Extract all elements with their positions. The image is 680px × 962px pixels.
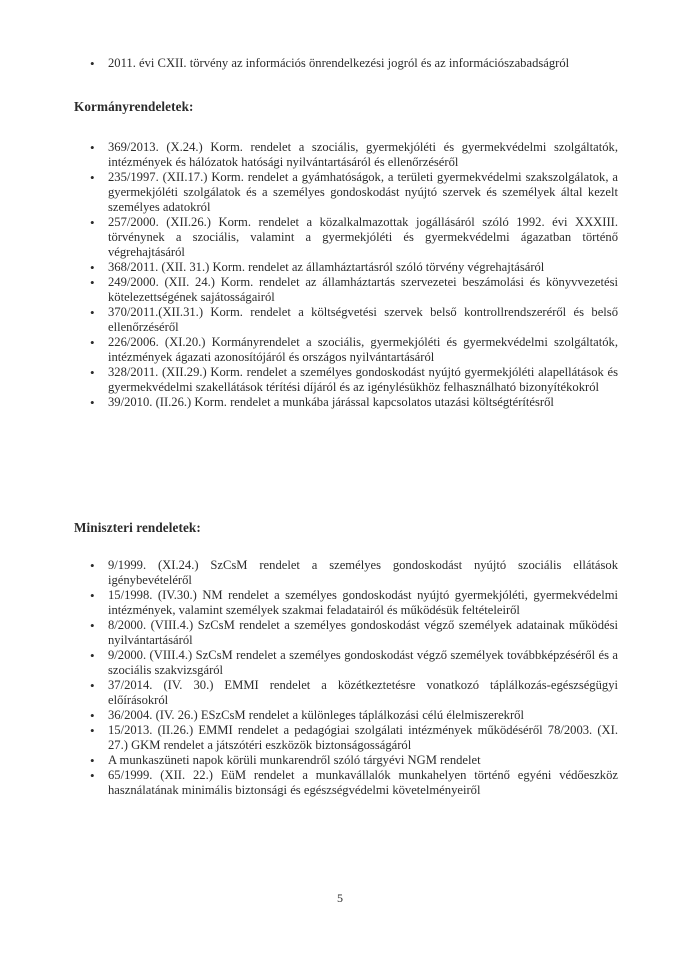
miniszteri-rendeletek-list (90, 558, 618, 798)
list-item: • 8/2000. (VIII.4.) SzCsM rendelet a személyes gondoskodást végző személyek adatainak működési nyilvántartásáról (90, 618, 618, 648)
list-item: • 65/1999. (XII. 22.) EüM rendelet a munkavállalók munkahelyen történő egyéni védőeszköz használatának minimális biztonsági és egészségvédelmi követelményeiről (90, 768, 618, 798)
section-heading-miniszteri-rendeletek: Miniszteri rendeletek: (74, 520, 201, 535)
list-item: • 39/2010. (II.26.) Korm. rendelet a munkába járással kapcsolatos utazási költségtérítésről (90, 395, 618, 410)
list-item: • 226/2006. (XI.20.) Kormányrendelet a szociális, gyermekjóléti és gyermekvédelmi szolgáltatók, intézmények ágazati azonosítójáról és országos nyilvántartásáról (90, 335, 618, 365)
list-item: • 368/2011. (XII. 31.) Korm. rendelet az államháztartásról szóló törvény végrehajtásáról (90, 260, 618, 275)
list-item: • 9/2000. (VIII.4.) SzCsM rendelet a személyes gondoskodást végző személyek továbbképzéséről és a szociális szakvizsgáról (90, 648, 618, 678)
list-item: • 15/2013. (II.26.) EMMI rendelet a pedagógiai szolgálati intézmények működéséről 78/2003. (XI. 27.) GKM rendelet a játszótéri eszközök biztonságosságáról (90, 723, 618, 753)
list-item: • 328/2011. (XII.29.) Korm. rendelet a személyes gondoskodást nyújtó gyermekjóléti alapellátások és gyermekvédelmi szakellátások térítési díjáról és az igénylésükhöz felhasználható bizonyítékokról (90, 365, 618, 395)
list-item: • 9/1999. (XI.24.) SzCsM rendelet a személyes gondoskodást nyújtó szociális ellátások igénybevételéről (90, 558, 618, 588)
list-item: • 235/1997. (XII.17.) Korm. rendelet a gyámhatóságok, a területi gyermekvédelmi szakszolgálatok, a gyermekjóléti szolgálatok és a személyes gondoskodást nyújtó szervek és személyek által kezelt személyes adatokról (90, 170, 618, 215)
kormanyrendeletek-list (90, 140, 618, 410)
list-item: • 257/2000. (XII.26.) Korm. rendelet a közalkalmazottak jogállásáról szóló 1992. évi XXXIII. törvénynek a szociális, valamint a gyermekjóléti és gyermekvédelmi ágazatban történő végrehajtásáról (90, 215, 618, 260)
page-number: 5 (337, 891, 343, 905)
list-item: • 370/2011.(XII.31.) Korm. rendelet a költségvetési szervek belső kontrollrendszeréről és belső ellenőrzéséről (90, 305, 618, 335)
top-list (90, 56, 618, 71)
section-heading-kormanyrendeletek: Kormányrendeletek: (74, 99, 194, 114)
list-item: • 15/1998. (IV.30.) NM rendelet a személyes gondoskodást nyújtó gyermekjóléti, gyermekvédelmi intézmények, valamint személyek szakmai feladatairól és működésük feltételeiről (90, 588, 618, 618)
list-item: • 37/2014. (IV. 30.) EMMI rendelet a közétkeztetésre vonatkozó táplálkozás-egészségügyi előírásokról (90, 678, 618, 708)
list-item: • 369/2013. (X.24.) Korm. rendelet a szociális, gyermekjóléti és gyermekvédelmi szolgáltatók, intézmények és hálózatok hatósági nyilvántartásáról és ellenőrzéséről (90, 140, 618, 170)
list-item: • 36/2004. (IV. 26.) ESzCsM rendelet a különleges táplálkozási célú élelmiszerekről (90, 708, 618, 723)
list-item: • 249/2000. (XII. 24.) Korm. rendelet az államháztartás szervezetei beszámolási és könyvvezetési kötelezettségének sajátosságairól (90, 275, 618, 305)
list-item: • A munkaszüneti napok körüli munkarendről szóló tárgyévi NGM rendelet (90, 753, 618, 768)
list-item: • 2011. évi CXII. törvény az információs önrendelkezési jogról és az információszabadságról (90, 56, 618, 71)
